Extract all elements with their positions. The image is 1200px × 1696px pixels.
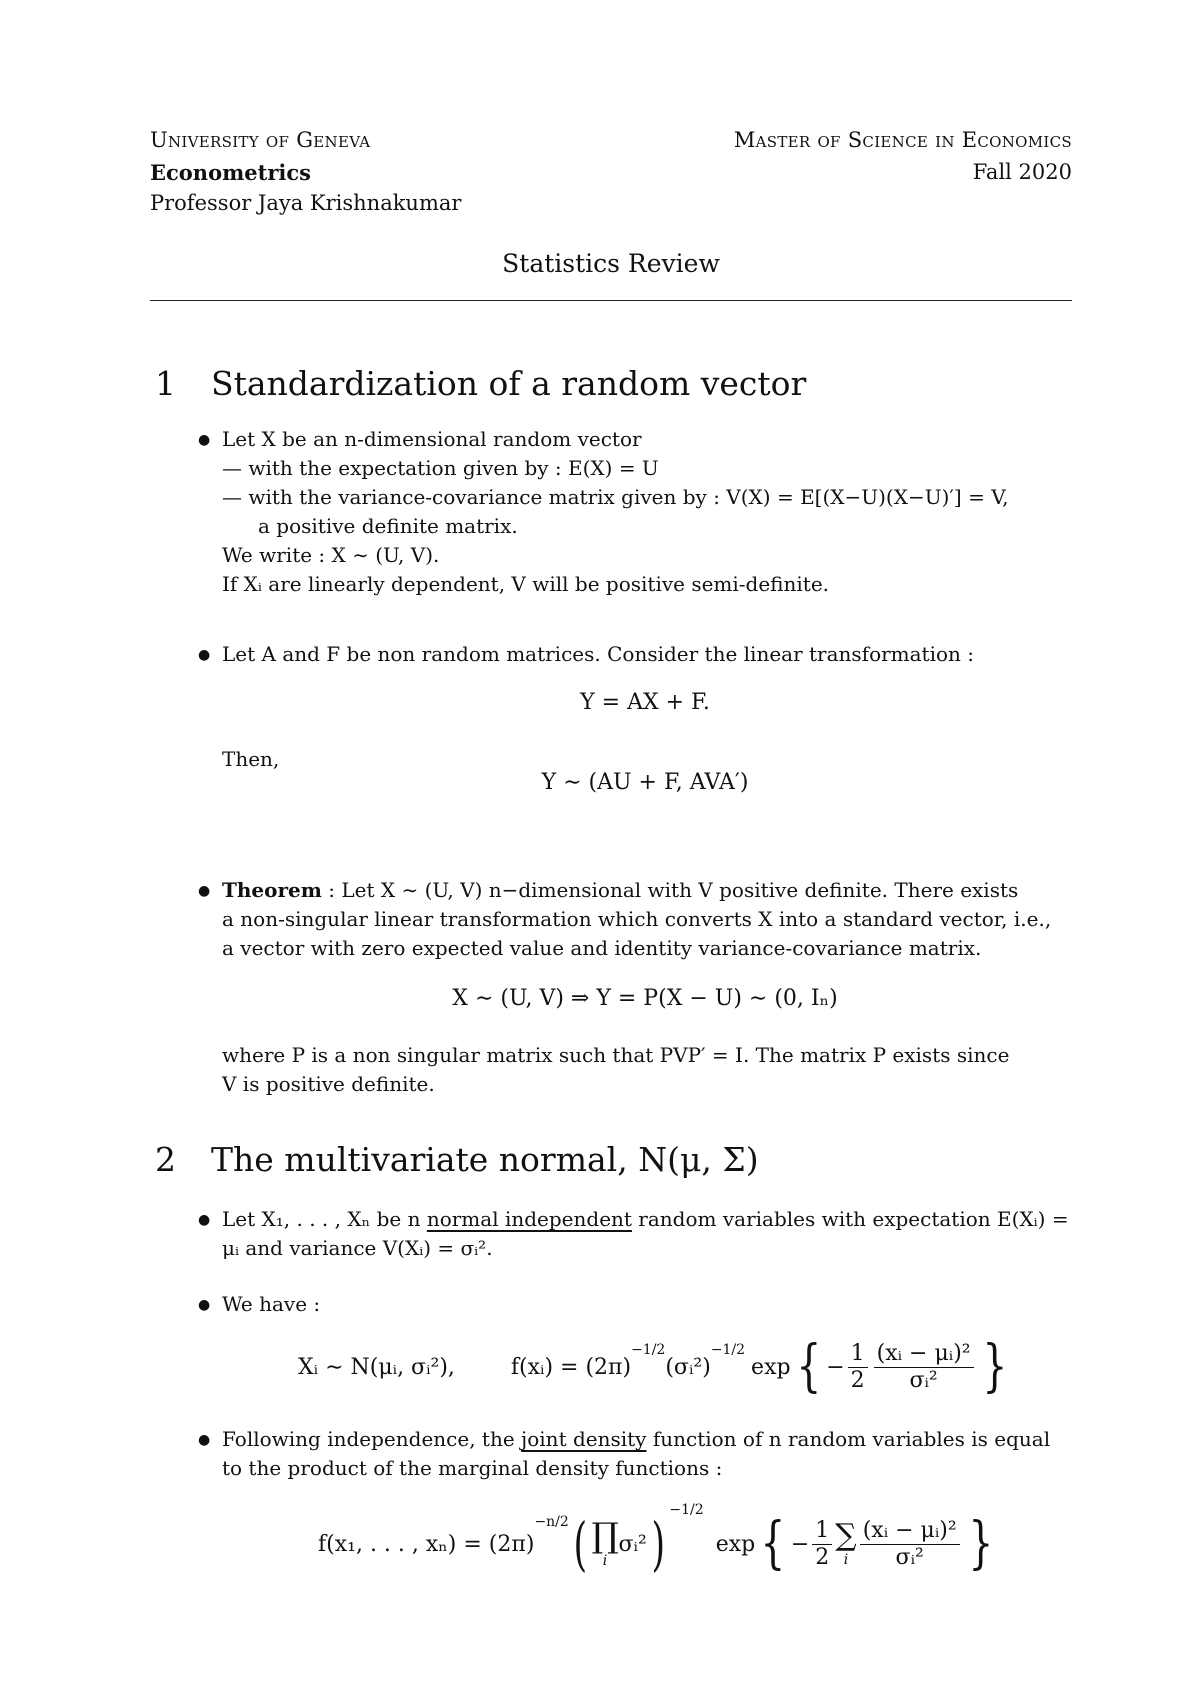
s1-equation-1: Y = AX + F.: [580, 690, 710, 715]
s1-b1-line5: We write : X ∼ (U, V).: [222, 543, 440, 567]
product-symbol: ∏: [591, 1516, 619, 1556]
page-title: Statistics Review: [502, 249, 720, 278]
program-name: Master of Science in Economics: [733, 128, 1072, 152]
frac-den: σᵢ²: [895, 1544, 924, 1570]
joint-exp1: −n/2: [534, 1514, 569, 1530]
section-1-number: 1: [155, 364, 176, 403]
s1-then: Then,: [222, 747, 280, 771]
section-2-title: The multivariate normal, N(μ, Σ): [211, 1140, 759, 1179]
density-mid: (σᵢ²): [665, 1354, 711, 1380]
s2-b3-post: function of n random variables is equal: [646, 1427, 1051, 1451]
frac-num: (xᵢ − μᵢ)²: [874, 1341, 974, 1368]
density-exp2: −1/2: [710, 1342, 746, 1358]
normal-dist-expr: Xᵢ ∼ N(μᵢ, σᵢ²),: [298, 1354, 455, 1380]
fraction-half: [812, 1518, 832, 1571]
s1-b3-line3: a vector with zero expected value and identity variance-covariance matrix.: [222, 936, 982, 960]
s2-b1-pre: Let X₁, . . . , Xₙ be n: [222, 1207, 427, 1231]
sum-operator: [835, 1520, 856, 1568]
density-prefix: f(xᵢ) = (2π): [510, 1354, 632, 1380]
s1-b3-line4: where P is a non singular matrix such that PVP′ = I. The matrix P exists since: [222, 1043, 1010, 1067]
course-name: Econometrics: [150, 160, 312, 185]
sum-symbol: ∑: [835, 1518, 857, 1553]
product-operator: [591, 1516, 619, 1569]
bullet-icon: ●: [198, 1212, 211, 1228]
s2-b2-line1: We have :: [222, 1292, 321, 1316]
s1-b1-line1: Let X be an n-dimensional random vector: [222, 427, 642, 451]
s1-b1-line4: a positive definite matrix.: [258, 514, 518, 538]
joint-exp2: −1/2: [669, 1502, 704, 1518]
section-1-title: Standardization of a random vector: [211, 364, 807, 403]
s2-b3-line1: [222, 1425, 1050, 1454]
bullet-icon: ●: [198, 647, 211, 663]
underlined-normal-independent: normal independent: [426, 1207, 632, 1231]
s2-b1-post: random variables with expectation E(Xᵢ) =: [631, 1207, 1069, 1231]
fraction-deviation: [860, 1518, 960, 1571]
professor-name: Professor Jaya Krishnakumar: [150, 191, 462, 215]
term-label: Fall 2020: [972, 160, 1072, 184]
left-brace: {: [795, 1334, 821, 1399]
frac-den: σᵢ²: [909, 1367, 938, 1393]
s1-b1-line3: — with the variance-covariance matrix given by : V(X) = E[(X−U)(X−U)′] = V,: [222, 485, 1009, 509]
s2-b1-line1: [222, 1205, 1069, 1234]
sum-index: i: [843, 1552, 849, 1568]
s1-b3-line5: V is positive definite.: [222, 1072, 435, 1096]
fraction-half: [848, 1341, 868, 1394]
product-index: i: [602, 1553, 608, 1569]
s1-b1-line6: If Xᵢ are linearly dependent, V will be positive semi-definite.: [222, 572, 830, 596]
s2-b3-pre: Following independence, the: [222, 1427, 522, 1451]
s1-b1-line2: — with the expectation given by : E(X) = U: [222, 456, 659, 480]
s1-equation-2: Y ∼ (AU + F, AVA′): [541, 770, 749, 795]
s2-b1-line2: μᵢ and variance V(Xᵢ) = σᵢ².: [222, 1236, 493, 1260]
left-paren: (: [573, 1510, 587, 1578]
section-2-heading: [155, 1140, 1055, 1184]
bullet-icon: ●: [198, 432, 211, 448]
theorem-label: Theorem: [222, 878, 322, 902]
minus-sign: −: [790, 1531, 810, 1557]
s1-b2-line1: Let A and F be non random matrices. Consider the linear transformation :: [222, 642, 975, 666]
exp-label: exp: [715, 1531, 756, 1557]
s1-b3-line2: a non-singular linear transformation which converts X into a standard vector, i.e.,: [222, 907, 1052, 931]
s1-b3-line1: [222, 876, 1018, 905]
s2-equation-joint: [318, 1498, 998, 1590]
section-1-heading: [155, 364, 1055, 408]
right-brace: }: [968, 1511, 993, 1576]
section-2-number: 2: [155, 1140, 176, 1179]
right-brace: }: [981, 1334, 1007, 1399]
sigma-sq: σᵢ²: [618, 1531, 647, 1557]
theorem-text: : Let X ∼ (U, V) n−dimensional with V positive definite. There exists: [321, 878, 1019, 902]
title-rule: [150, 300, 1072, 301]
bullet-icon: ●: [198, 1432, 211, 1448]
bullet-icon: ●: [198, 883, 211, 899]
joint-prefix: f(x₁, . . . , xₙ) = (2π): [318, 1531, 535, 1557]
s2-equation-normal: [298, 1330, 1012, 1404]
frac-num: 1: [848, 1341, 868, 1368]
density-exp1: −1/2: [631, 1342, 666, 1358]
university-name: University of Geneva: [150, 128, 371, 152]
frac-num: 1: [812, 1518, 832, 1545]
frac-den: 2: [850, 1367, 865, 1393]
s2-b3-line2: to the product of the marginal density functions :: [222, 1456, 723, 1480]
minus-sign: −: [826, 1354, 845, 1380]
fraction-deviation: [874, 1341, 974, 1394]
left-brace: {: [760, 1511, 786, 1576]
frac-num: (xᵢ − μᵢ)²: [860, 1518, 960, 1545]
underlined-joint-density: joint density: [521, 1427, 647, 1451]
exp-label: exp: [751, 1354, 791, 1380]
bullet-icon: ●: [198, 1297, 211, 1313]
frac-den: 2: [815, 1544, 830, 1570]
s1-equation-3: X ∼ (U, V) ⇒ Y = P(X − U) ∼ (0, Iₙ): [452, 986, 838, 1011]
right-paren: ): [651, 1510, 665, 1578]
